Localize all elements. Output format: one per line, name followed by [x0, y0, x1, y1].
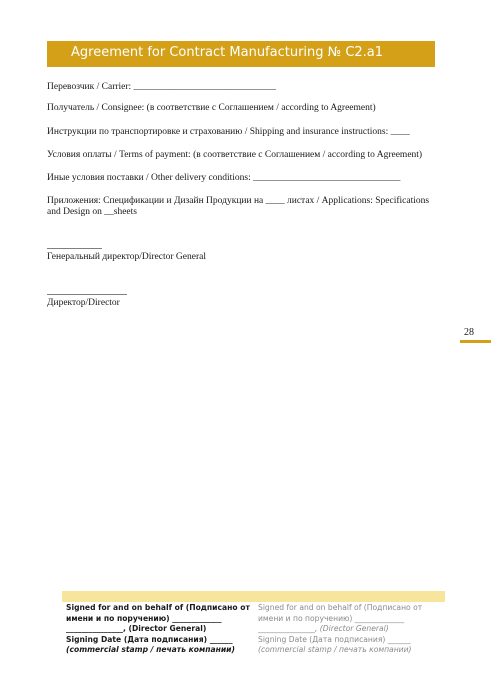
document-title: Agreement for Contract Manufacturing № C2.a1 [71, 45, 384, 60]
signature-rule-director-general [47, 248, 102, 249]
signature-rule-director [47, 294, 127, 295]
footer-left-line3: _______________, (Director General) [66, 624, 207, 633]
shipping-instructions-line: Инструкции по транспортировке и страхованию / Shipping and insurance instructions: ____ [47, 127, 410, 137]
page-number-rule [460, 340, 491, 343]
applications-line: Приложения: Спецификации и Дизайн Продукции на ____ листах / Applications: Specifications and Design on __sheets [47, 196, 430, 217]
footer-right-line4: Signing Date (Дата подписания) ______ [258, 634, 411, 644]
footer-left-line1: Signed for and on behalf of (Подписано от [66, 603, 250, 612]
delivery-conditions-line: Иные условия поставки / Other delivery conditions: _______________________________ [47, 173, 401, 183]
director-label: Директор/Director [47, 298, 120, 308]
footer-right-line3: _______________, (Director General) [258, 624, 389, 633]
footer-left-line2: имени и по поручению) _____________ [66, 613, 222, 623]
carrier-line: Перевозчик / Carrier: ______________________________ [47, 82, 277, 92]
payment-terms-line: Условия оплаты / Terms of payment: (в соответствие с Соглашением / according to Agreement) [47, 150, 423, 160]
footer-band [62, 591, 445, 602]
footer-right-line5: (commercial stamp / печать компании) [258, 645, 412, 654]
footer-signature-right [258, 603, 443, 656]
consignee-line: Получатель / Consignee: (в соответствие с Соглашением / according to Agreement) [47, 103, 376, 113]
director-general-label: Генеральный директор/Director General [47, 252, 206, 262]
footer-signature-left [66, 603, 251, 656]
title-bar [47, 41, 435, 67]
footer-left-line4: Signing Date (Дата подписания) ______ [66, 634, 233, 644]
footer-right-line1: Signed for and on behalf of (Подписано от [258, 603, 423, 612]
footer-left-line5: (commercial stamp / печать компании) [66, 645, 235, 654]
footer-right-line2: имени и по поручению) _____________ [258, 613, 405, 623]
page-number: 28 [464, 327, 474, 338]
